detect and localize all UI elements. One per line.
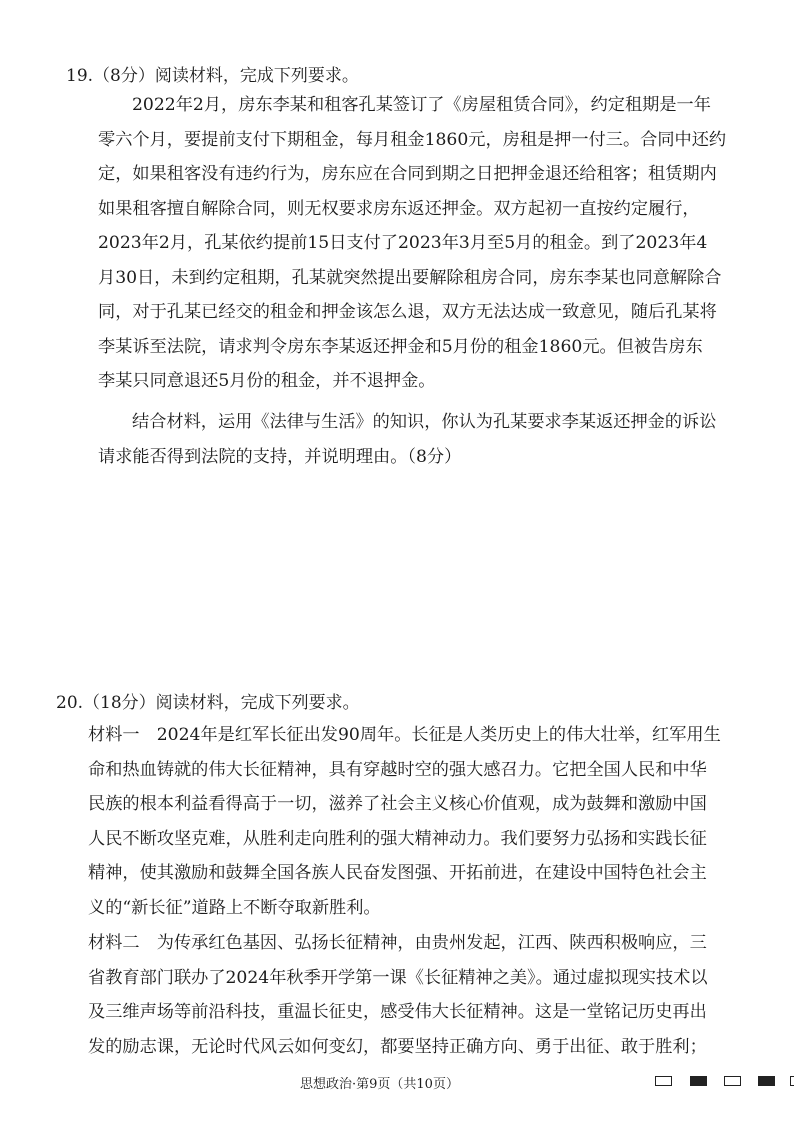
- footer-page-label: 思想政治·第9页（共10页）: [300, 1077, 459, 1092]
- registration-mark-filled: [690, 1076, 707, 1086]
- q19-material-line: 定，如果租客没有违约行为，房东应在合同到期之日把押金退还给租客；租赁期内: [98, 164, 717, 184]
- q19-prompt-line: 请求能否得到法院的支持，并说明理由。（8分）: [98, 446, 462, 467]
- q19-material-line: 2023年2月，孔某依约提前15日支付了2023年3月至5月的租金。到了2023年4: [98, 233, 708, 253]
- q20-material-1-line: 人民不断攻坚克难，从胜利走向胜利的强大精神动力。我们要努力弘扬和实践长征: [88, 828, 707, 849]
- q19-material-line: 零六个月，要提前支付下期租金，每月租金1860元，房租是押一付三。合同中还约: [98, 129, 727, 150]
- q20-material-2-line: 省教育部门联办了2024年秋季开学第一课《长征精神之美》。通过虚拟现实技术以: [88, 967, 708, 988]
- q19-material-line: 2022年2月，房东李某和租客孔某签订了《房屋租赁合同》，约定租期是一年: [132, 95, 711, 115]
- q19-material: [98, 88, 756, 399]
- q20-title: 20.（18分）阅读材料，完成下列要求。: [56, 693, 360, 713]
- q20-material-1-line: 精神，使其激励和鼓舞全国各族人民奋发图强、开拓前进，在建设中国特色社会主: [88, 863, 707, 883]
- registration-mark-partial: [790, 1076, 794, 1086]
- q19-prompt-line: 结合材料，运用《法律与生活》的知识，你认为孔某要求李某返还押金的诉讼: [132, 412, 717, 432]
- q19-material-line: 李某诉至法院，请求判令房东李某返还押金和5月份的租金1860元。但被告房东: [98, 336, 703, 357]
- q19-material-line: 同，对于孔某已经交的租金和押金该怎么退，双方无法达成一致意见，随后孔某将: [98, 302, 717, 322]
- q19-material-line: 李某只同意退还5月份的租金，并不退押金。: [98, 371, 436, 391]
- q20-material-1-line: 材料一 2024年是红军长征出发90周年。长征是人类历史上的伟大壮举，红军用生: [88, 725, 721, 745]
- q20-material-2-line: 及三维声场等前沿科技，重温长征史，感受伟大长征精神。这是一堂铭记历史再出: [88, 1002, 707, 1022]
- q19-material-line: 如果租客擅自解除合同，则无权要求房东返还押金。双方起初一直按约定履行，: [98, 198, 700, 219]
- registration-mark-filled: [758, 1076, 775, 1086]
- q20-material-1-line: 命和热血铸就的伟大长征精神，具有穿越时空的强大感召力。它把全国人民和中华: [88, 759, 707, 780]
- q19-prompt: [98, 405, 756, 474]
- registration-mark-outline: [655, 1076, 672, 1086]
- registration-mark-outline: [724, 1076, 741, 1086]
- q20-material-1: [88, 718, 756, 925]
- q20-material-2: [88, 926, 756, 1064]
- q20-material-2-line: 材料二 为传承红色基因、弘扬长征精神，由贵州发起，江西、陕西积极响应，三: [88, 933, 707, 953]
- q20-material-2-line: 发的励志课，无论时代风云如何变幻，都要坚持正确方向、勇于出征、敢于胜利；: [88, 1036, 707, 1057]
- q19-title: 19.（8分）阅读材料，完成下列要求。: [66, 66, 359, 86]
- q20-material-1-line: 义的“新长征”道路上不断夺取新胜利。: [88, 897, 381, 918]
- q20-material-1-line: 民族的根本利益看得高于一切，滋养了社会主义核心价值观，成为鼓舞和激励中国: [88, 794, 707, 814]
- q19-material-line: 月30日，未到约定租期，孔某就突然提出要解除租房合同，房东李某也同意解除合: [98, 267, 722, 288]
